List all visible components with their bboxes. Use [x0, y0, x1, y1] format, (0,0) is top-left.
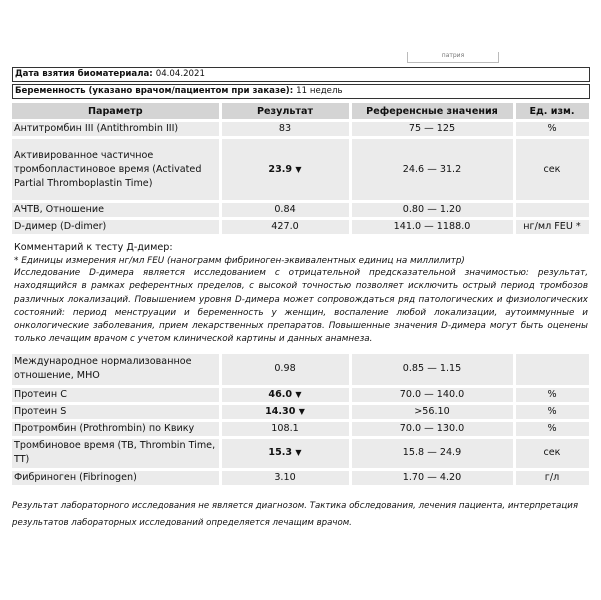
disclaimer: Результат лабораторного исследования не является диагнозом. Тактика обследования, лечения пациента, интерпретация результатов лабораторных исследований определяется лечащим врачом. — [12, 501, 579, 528]
sample-date-value: 04.04.2021 — [155, 69, 205, 79]
param-cell: Тромбиновое время (ТВ, Thrombin Time, TT) — [12, 437, 220, 469]
param-cell: Протромбин (Prothrombin) по Квику — [12, 420, 220, 437]
ref-cell: 1.70 — 4.20 — [350, 469, 514, 486]
pregnancy-row — [12, 84, 590, 99]
ref-cell: 24.6 — 31.2 — [350, 138, 514, 202]
result-cell: 83 — [220, 121, 350, 138]
ref-cell: 70.0 — 140.0 — [350, 386, 514, 403]
results-table — [12, 103, 592, 237]
unit-cell: % — [514, 386, 590, 403]
unit-cell: г/л — [514, 469, 590, 486]
result-cell: 23.9 ▼ — [220, 138, 350, 202]
pregnancy-label: Беременность (указано врачом/пациентом при заказе): — [15, 86, 294, 96]
ref-cell: 0.80 — 1.20 — [350, 202, 514, 219]
table-row — [12, 437, 590, 469]
result-cell: 15.3 ▼ — [220, 437, 350, 469]
result-cell: 46.0 ▼ — [220, 386, 350, 403]
unit-cell: % — [514, 403, 590, 420]
ref-cell: 75 — 125 — [350, 121, 514, 138]
param-cell: D-димер (D-dimer) — [12, 219, 220, 236]
sample-date-label: Дата взятия биоматериала: — [15, 69, 153, 79]
d-dimer-comment — [12, 241, 590, 346]
table-row — [12, 121, 590, 138]
unit-cell — [514, 354, 590, 386]
unit-cell: % — [514, 420, 590, 437]
ref-cell: >56.10 — [350, 403, 514, 420]
unit-cell: сек — [514, 437, 590, 469]
comment-text: Исследование D-димера является исследованием с отрицательной предсказательной значимостью: результат, находящийся в рамках референтных пределов, с высокой точностью позволяет исключить острый период тромбозов различных локализаций. Повышением уровня D-димера может сопровождаться ряд патологических и физиологических состояний: период менструации и беременность у женщин, воспаление любой локализации, аутоиммунные и онкологические заболевания, прием лекарственных препаратов. Повышенные значения D-димера могут быть оценены только лечащим врачом с учетом клинической картины и данных анамнеза. — [14, 268, 588, 345]
result-cell: 14.30 ▼ — [220, 403, 350, 420]
down-arrow-icon: ▼ — [295, 164, 302, 174]
header-ref: Референсные значения — [350, 103, 514, 121]
table-row — [12, 219, 590, 236]
down-arrow-icon: ▼ — [295, 448, 302, 457]
table-header-row — [12, 103, 590, 121]
result-cell: 3.10 — [220, 469, 350, 486]
ref-cell: 0.85 — 1.15 — [350, 354, 514, 386]
down-arrow-icon: ▼ — [295, 389, 302, 399]
header-stub: патрия — [407, 52, 499, 63]
unit-cell: % — [514, 121, 590, 138]
comment-note: * Единицы измерения нг/мл FEU (нанограмм фибриноген-эквивалентных единиц на миллилитр) — [14, 256, 465, 267]
sample-date-row — [12, 67, 590, 82]
ref-cell: 15.8 — 24.9 — [350, 437, 514, 469]
table-row — [12, 469, 590, 486]
results-table-2 — [12, 354, 592, 488]
comment-title: Комментарий к тесту Д-димер: — [14, 242, 173, 253]
pregnancy-value: 11 недель — [296, 86, 343, 96]
table-row — [12, 420, 590, 437]
table-row — [12, 202, 590, 219]
param-cell: Протеин S — [12, 403, 220, 420]
header-result: Результат — [220, 103, 350, 121]
table-row — [12, 386, 590, 403]
header-param: Параметр — [12, 103, 220, 121]
table-row — [12, 138, 590, 202]
result-cell: 0.84 — [220, 202, 350, 219]
ref-cell: 70.0 — 130.0 — [350, 420, 514, 437]
param-cell: Международное нормализованное отношение, МНО — [12, 354, 220, 386]
table-row — [12, 354, 590, 386]
unit-cell — [514, 202, 590, 219]
unit-cell: нг/мл FEU * — [514, 219, 590, 236]
table-row — [12, 403, 590, 420]
result-cell: 0.98 — [220, 354, 350, 386]
ref-cell: 141.0 — 1188.0 — [350, 219, 514, 236]
param-cell: Фибриноген (Fibrinogen) — [12, 469, 220, 486]
header-unit: Ед. изм. — [514, 103, 590, 121]
param-cell: Протеин С — [12, 386, 220, 403]
result-cell: 427.0 — [220, 219, 350, 236]
param-cell: Активированное частичное тромбопластиновое время (Activated Partial Thromboplastin Time) — [12, 138, 220, 202]
result-cell: 108.1 — [220, 420, 350, 437]
param-cell: Антитромбин III (Antithrombin III) — [12, 121, 220, 138]
unit-cell: сек — [514, 138, 590, 202]
down-arrow-icon: ▼ — [298, 406, 305, 416]
param-cell: АЧТВ, Отношение — [12, 202, 220, 219]
